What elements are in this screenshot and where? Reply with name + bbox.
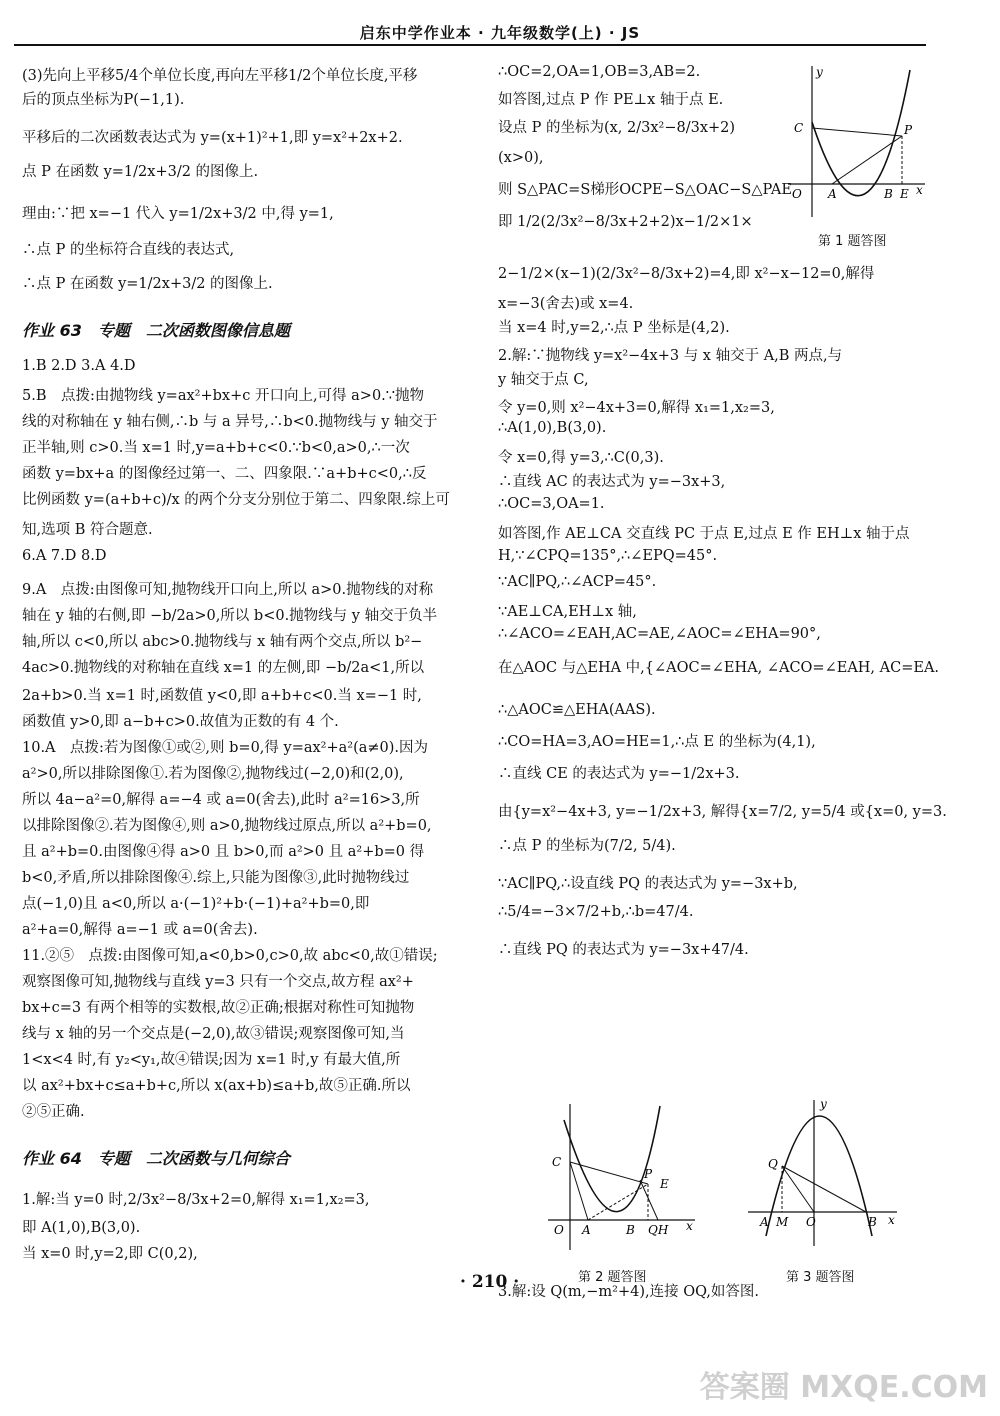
text-line: ∴∠ACO=∠EAH,AC=AE,∠AOC=∠EHA=90°, [498,626,821,642]
point-a-label: A [582,1223,591,1237]
text-line: 10.A 点拨:若为图像①或②,则 b=0,得 y=ax²+a²(a≠0).因为 [22,740,429,756]
text-line: ∴点 P 的坐标符合直线的表达式, [22,242,235,258]
segment-cp [812,128,902,136]
text-line: 点 P 在函数 y=1/2x+3/2 的图像上. [22,164,259,180]
text-line: x=−3(舍去)或 x=4. [498,296,634,312]
text-line: 设点 P 的坐标为(x, 2/3x²−8/3x+2) [498,120,736,136]
text-line: 2−1/2×(x−1)(2/3x²−8/3x+2)=4,即 x²−x−12=0,解得 [498,266,875,282]
header-rule [14,44,926,46]
origin-label: O [792,187,802,201]
text-line: 线与 x 轴的另一个交点是(−2,0),故③错误;观察图像可知,当 [22,1026,405,1042]
text-line: 知,选项 B 符合题意. [22,522,153,538]
x-label: x [888,1213,895,1227]
point-p-label: P [644,1167,653,1181]
text-line: 在△AOC 与△EHA 中,{∠AOC=∠EHA, ∠ACO=∠EAH, AC=EA. [498,660,940,676]
text-line: 1.解:当 y=0 时,2/3x²−8/3x+2=0,解得 x₁=1,x₂=3, [22,1192,370,1208]
text-line: (3)先向上平移5/4个单位长度,再向左平移1/2个单位长度,平移 [22,68,418,84]
text-line: 比例函数 y=(a+b+c)/x 的两个分支分别位于第二、四象限.综上可 [22,492,450,508]
text-line: ∴5/4=−3×7/2+b,∴b=47/4. [498,904,694,920]
text-line: ∴点 P 的坐标为(7/2, 5/4). [498,838,676,854]
section-heading: 作业 63 专题 二次函数图像信息题 [22,321,290,340]
text-line: 如答图,作 AE⊥CA 交直线 PC 于点 E,过点 E 作 EH⊥x 轴于点 [498,526,910,542]
text-line: 4ac>0.抛物线的对称轴在直线 x=1 的左侧,即 −b/2a<1,所以 [22,660,425,676]
text-line: H,∵∠CPQ=135°,∴∠EPQ=45°. [498,548,718,564]
point-c-label: C [552,1155,562,1169]
point-a-label: A [828,187,837,201]
y-label: y [816,65,823,79]
text-line: 平移后的二次函数表达式为 y=(x+1)²+1,即 y=x²+2x+2. [22,130,403,146]
text-line: ∴△AOC≌△EHA(AAS). [498,702,656,718]
text-line: 则 S△PAC=S梯形OCPE−S△OAC−S△PAE [498,182,792,198]
text-line: ∴OC=3,OA=1. [498,496,605,512]
point-m-label: M [776,1215,789,1229]
text-line: ∴A(1,0),B(3,0). [498,420,607,436]
text-line: 3.解:设 Q(m,−m²+4),连接 OQ,如答图. [498,1284,759,1300]
text-line: 函数 y=bx+a 的图像经过第一、二、四象限.∵a+b+c<0,∴反 [22,466,427,482]
text-line: 1<x<4 时,有 y₂<y₁,故④错误;因为 x=1 时,y 有最大值,所 [22,1052,401,1068]
point-b-label: B [884,187,893,201]
page-header: 启东中学作业本 · 九年级数学(上) · JS [359,24,641,42]
text-line: 轴,所以 c<0,所以 abc>0.抛物线与 x 轴有两个交点,所以 b²− [22,634,423,650]
point-e-label: E [660,1177,669,1191]
text-line: 6.A 7.D 8.D [22,548,107,564]
text-line: y 轴交于点 C, [498,372,589,388]
text-line: 2.解:∵抛物线 y=x²−4x+3 与 x 轴交于 A,B 两点,与 [498,348,843,364]
text-line: a²+a=0,解得 a=−1 或 a=0(舍去). [22,922,258,938]
text-line: 令 y=0,则 x²−4x+3=0,解得 x₁=1,x₂=3, [498,400,775,416]
text-line: 由{y=x²−4x+3, y=−1/2x+3, 解得{x=7/2, y=5/4 或{x=0, y=3. [498,804,947,820]
text-line: ∴CO=HA=3,AO=HE=1,∴点 E 的坐标为(4,1), [498,734,816,750]
point-q-label: Q [768,1157,778,1171]
section-heading: 作业 64 专题 二次函数与几何综合 [22,1149,290,1168]
text-line: 令 x=0,得 y=3,∴C(0,3). [498,450,664,466]
text-line: 正半轴,则 c>0.当 x=1 时,y=a+b+c<0.∵b<0,a>0,∴一次 [22,440,410,456]
text-line: bx+c=3 有两个相等的实数根,故②正确;根据对称性可知抛物 [22,1000,415,1016]
text-line: 以排除图像②.若为图像④,则 a>0,抛物线过原点,所以 a²+b=0, [22,818,432,834]
text-line: 当 x=4 时,y=2,∴点 P 坐标是(4,2). [498,320,730,336]
y-label: y [820,1097,827,1111]
point-b-label: B [868,1215,877,1229]
text-line: 9.A 点拨:由图像可知,抛物线开口向上,所以 a>0.抛物线的对称 [22,582,434,598]
x-label: x [916,183,923,197]
segment-ae [588,1184,648,1220]
text-line: (x>0), [498,150,544,166]
text-line: b<0,矛盾,所以排除图像④.综上,只能为图像③,此时抛物线过 [22,870,410,886]
point-e-label: E [900,187,909,201]
text-line: 如答图,过点 P 作 PE⊥x 轴于点 E. [498,92,724,108]
text-line: 轴在 y 轴的右侧,即 −b/2a>0,所以 b<0.抛物线与 y 轴交于负半 [22,608,438,624]
point-p-label: P [904,123,913,137]
segment-qb [782,1166,866,1212]
parabola [812,70,910,196]
point-c-label: C [794,121,804,135]
figure-1-graph [780,62,930,222]
text-line: 线的对称轴在 y 轴右侧,∴b 与 a 异号,∴b<0.抛物线与 y 轴交于 [22,414,438,430]
text-line: 即 A(1,0),B(3,0). [22,1220,141,1236]
text-line: 11.②⑤ 点拨:由图像可知,a<0,b>0,c>0,故 abc<0,故①错误; [22,948,438,964]
origin-label: O [554,1223,564,1237]
text-line: ∴直线 PQ 的表达式为 y=−3x+47/4. [498,942,749,958]
text-line: ②⑤正确. [22,1104,85,1120]
text-line: 即 1/2(2/3x²−8/3x+2+2)x−1/2×1× [498,214,753,230]
page-number: · 210 · [460,1272,520,1292]
segment-ap [832,136,902,184]
text-line: 所以 4a−a²=0,解得 a=−4 或 a=0(舍去),此时 a²=16>3,所 [22,792,420,808]
point-a-label: A [760,1215,769,1229]
text-line: ∵AC∥PQ,∴∠ACP=45°. [498,574,657,590]
text-line: 1.B 2.D 3.A 4.D [22,358,136,374]
text-line: 函数值 y>0,即 a−b+c>0.故值为正数的有 4 个. [22,714,339,730]
figure-3-graph [742,1096,902,1256]
figure-1-caption: 第 1 题答图 [818,234,887,249]
text-line: ∵AC∥PQ,∴设直线 PQ 的表达式为 y=−3x+b, [498,876,798,892]
text-line: a²>0,所以排除图像①.若为图像②,抛物线过(−2,0)和(2,0), [22,766,404,782]
text-line: 观察图像可知,抛物线与直线 y=3 只有一个交点,故方程 ax²+ [22,974,414,990]
segment-pq [640,1180,658,1220]
text-line: 当 x=0 时,y=2,即 C(0,2), [22,1246,198,1262]
origin-label: O [806,1215,816,1229]
x-label: x [686,1219,693,1233]
segment-qo [782,1166,814,1212]
text-line: 以 ax²+bx+c≤a+b+c,所以 x(ax+b)≤a+b,故⑤正确.所以 [22,1078,411,1094]
text-line: ∴直线 AC 的表达式为 y=−3x+3, [498,474,726,490]
watermark: 答案圈 MXQE.COM [699,1370,988,1405]
text-line: 2a+b>0.当 x=1 时,函数值 y<0,即 a+b+c<0.当 x=−1 时, [22,688,422,704]
text-line: 5.B 点拨:由抛物线 y=ax²+bx+c 开口向上,可得 a>0.∵抛物 [22,388,425,404]
segment-ce [570,1162,648,1184]
text-line: ∴OC=2,OA=1,OB=3,AB=2. [498,64,701,80]
text-line: ∴直线 CE 的表达式为 y=−1/2x+3. [498,766,740,782]
text-line: ∴点 P 在函数 y=1/2x+3/2 的图像上. [22,276,273,292]
point-qh-label: QH [648,1223,669,1237]
text-line: 后的顶点坐标为P(−1,1). [22,92,185,108]
figure-3-caption: 第 3 题答图 [786,1270,855,1285]
point-b-label: B [626,1223,635,1237]
text-line: 点(−1,0)且 a<0,所以 a·(−1)²+b·(−1)+a²+b=0,即 [22,896,370,912]
text-line: ∵AE⊥CA,EH⊥x 轴, [498,604,637,620]
segment-ca [570,1162,588,1220]
text-line: 且 a²+b=0.由图像④得 a>0 且 b>0,而 a²>0 且 a²+b=0 得 [22,844,425,860]
text-line: 理由:∵把 x=−1 代入 y=1/2x+3/2 中,得 y=1, [22,206,334,222]
parabola [564,1106,660,1212]
figure-2-caption: 第 2 题答图 [578,1270,647,1285]
figure-2-graph [540,1100,700,1260]
